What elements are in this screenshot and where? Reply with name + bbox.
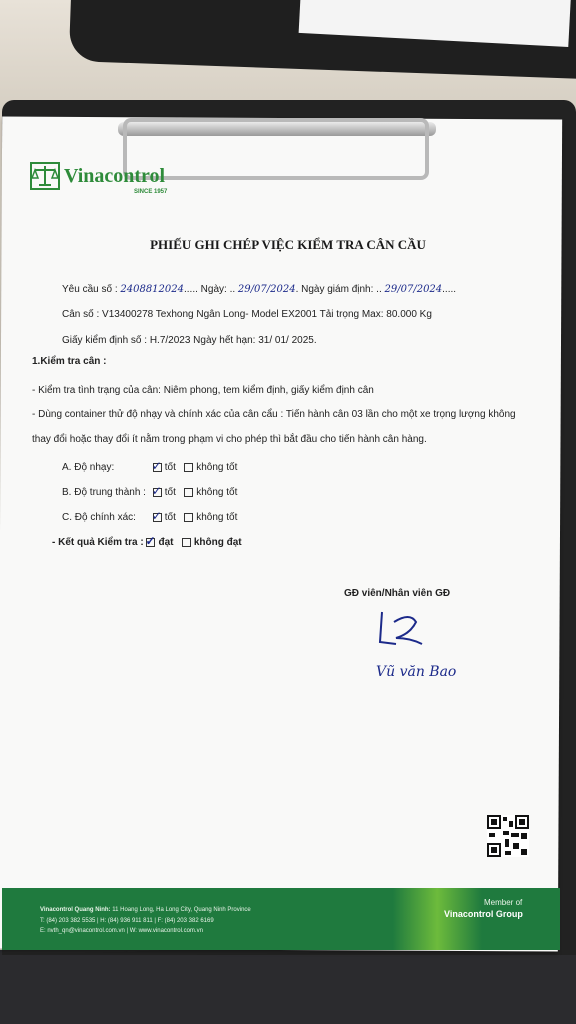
check-ok-label: tốt [164, 462, 176, 473]
footer-member-label: Member of [484, 898, 523, 907]
result-label: - Kết quả Kiểm tra : [52, 537, 144, 548]
request-value: 2408812024 [120, 284, 184, 295]
checkbox-not-ok[interactable] [184, 513, 193, 522]
footer-company: Vinacontrol Quang Ninh: [40, 907, 111, 913]
checkbox-ok[interactable] [151, 508, 162, 523]
footer-group-label: Vinacontrol Group [444, 909, 523, 919]
request-label: Yêu cầu số : [62, 284, 118, 295]
check-row-accuracy [62, 508, 238, 523]
scale-logo-icon [30, 162, 60, 190]
inspect-date-value: 29/07/2024 [384, 284, 443, 295]
signer-name: Vũ văn Bao [376, 664, 457, 680]
signer-role: GĐ viên/Nhân viên GĐ [344, 588, 451, 599]
footer-phones: T: (84) 203 382 5535 | H: (84) 936 911 811 | F: (84) 203 382 6169 [40, 918, 214, 924]
certificate-line: Giấy kiểm định số : H.7/2023 Ngày hết hạn: 31/ 01/ 2025. [62, 335, 317, 346]
result-pass-label: đạt [158, 537, 174, 548]
checkbox-ok[interactable] [151, 458, 162, 473]
signature-icon [376, 608, 426, 654]
logo-since: SINCE 1957 [134, 189, 168, 195]
request-line: Yêu cầu số : 2408812024..... Ngày: .. 29/07/2024. Ngày giám định: .. 29/07/2024..... [62, 284, 457, 295]
tick-mark-icon: ✓ [151, 508, 162, 523]
check-label: A. Độ nhạy: [62, 462, 115, 473]
result-fail-label: không đạt [193, 537, 242, 548]
company-logo [30, 162, 165, 190]
checkbox-ok[interactable] [151, 483, 162, 498]
footer-address-line [40, 907, 251, 913]
clipboard-clip[interactable] [123, 118, 429, 180]
check-ok-label: tốt [164, 487, 176, 498]
scale-line [62, 309, 432, 320]
checkbox-not-ok[interactable] [184, 463, 193, 472]
checkbox-pass[interactable] [145, 533, 156, 548]
check-row-sensitivity [62, 458, 238, 473]
document-title: PHIẾU GHI CHÉP VIỆC KIỂM TRA CÂN CẦU [150, 237, 426, 252]
scale-label: Cân số : [62, 309, 100, 320]
background-desk-bottom [0, 950, 576, 1024]
inspect-date-label: Ngày giám định: [301, 284, 374, 295]
footer-contact: E: nvth_qn@vinacontrol.com.vn | W: www.vinacontrol.com.vn [40, 928, 203, 934]
check-not-ok-label: không tốt [196, 462, 238, 473]
checkbox-not-ok[interactable] [184, 488, 193, 497]
check-not-ok-label: không tốt [196, 487, 238, 498]
tick-mark-icon: ✓ [145, 533, 156, 548]
check-item-2: - Dùng container thử độ nhạy và chính xác của cân cẩu : Tiến hành cân 03 lần cho một xe trọng lượng không [32, 409, 516, 420]
logo-text: Vinacontrol [64, 164, 166, 187]
tick-mark-icon: ✓ [151, 483, 162, 498]
checkbox-fail[interactable] [182, 538, 191, 547]
check-item-1: - Kiểm tra tình trạng của cân: Niêm phong, tem kiểm định, giấy kiểm định cân [32, 385, 374, 396]
tick-mark-icon: ✓ [151, 458, 162, 473]
section-heading: 1.Kiểm tra cân : [32, 356, 107, 367]
check-row-fidelity [62, 483, 238, 498]
check-not-ok-label: không tốt [196, 512, 238, 523]
scale-value: V13400278 Texhong Ngân Long- Model EX2001 Tải trọng Max: 80.000 Kg [102, 309, 432, 320]
date-label: Ngày: [200, 284, 227, 295]
result-row [52, 533, 242, 548]
check-item-2-cont: thay đổi hoặc thay đổi ít nằm trong phạm vi cho phép thì bắt đầu cho tiến hành cân hàng. [32, 434, 427, 445]
check-label: B. Độ trung thành : [62, 487, 146, 498]
qr-code-icon[interactable] [487, 814, 529, 858]
check-label: C. Độ chính xác: [62, 512, 136, 523]
date-value: 29/07/2024 [237, 284, 296, 295]
check-ok-label: tốt [164, 512, 176, 523]
footer-address: 11 Hoang Long, Ha Long City, Quang Ninh Province [112, 907, 251, 913]
